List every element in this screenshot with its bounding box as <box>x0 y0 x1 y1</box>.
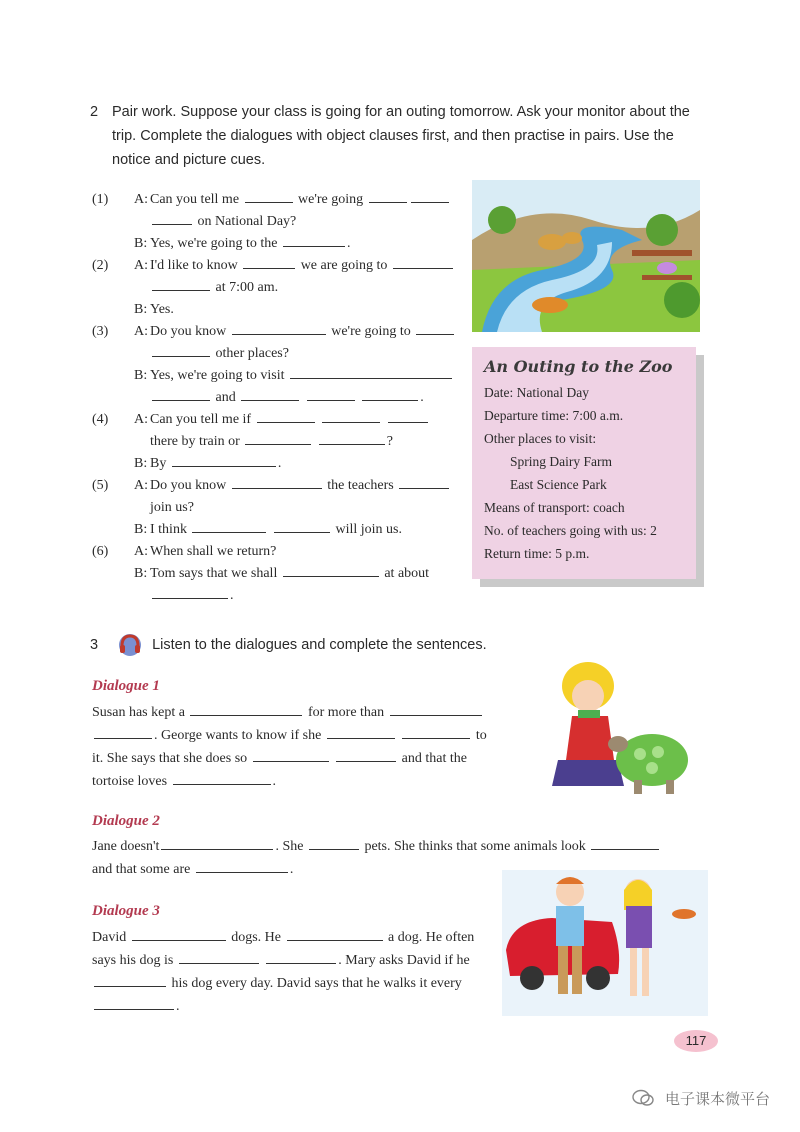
dialogue-text: Yes, we're going to visit <box>150 368 285 383</box>
answer-blank[interactable] <box>161 836 273 850</box>
answer-blank[interactable] <box>393 255 453 269</box>
listening-icon[interactable] <box>116 632 148 658</box>
dialogue-text: will join us. <box>335 522 402 537</box>
notice-place-2: East Science Park <box>510 477 607 492</box>
dialogue-text: Do you know <box>150 324 227 339</box>
answer-blank[interactable] <box>196 859 288 873</box>
answer-blank[interactable] <box>253 748 329 762</box>
paragraph-text: Jane doesn't <box>92 839 160 854</box>
answer-blank[interactable] <box>283 563 379 577</box>
dialogue-4-b <box>92 453 462 475</box>
answer-blank[interactable] <box>362 387 418 401</box>
watermark <box>632 1088 770 1111</box>
answer-blank[interactable] <box>132 927 226 941</box>
answer-blank[interactable] <box>152 585 228 599</box>
answer-blank[interactable] <box>152 211 192 225</box>
dialogue-text: By <box>150 456 167 471</box>
answer-blank[interactable] <box>173 771 271 785</box>
speaker-b: B: <box>134 566 148 581</box>
dialogue-number: (3) <box>92 324 109 339</box>
exercise-2-instructions <box>90 100 720 172</box>
answer-blank[interactable] <box>319 431 385 445</box>
paragraph-text: Susan has kept a <box>92 705 185 720</box>
exercise-3-instructions <box>90 632 487 658</box>
answer-blank[interactable] <box>416 321 454 335</box>
dialogue-text: Yes, we're going to the <box>150 236 278 251</box>
answer-blank[interactable] <box>591 836 659 850</box>
dialogue-2-a <box>92 255 462 277</box>
notice-title: An Outing to the Zoo <box>484 357 673 376</box>
notice-card <box>472 347 696 579</box>
answer-blank[interactable] <box>94 973 166 987</box>
answer-blank[interactable] <box>94 996 174 1010</box>
answer-blank[interactable] <box>369 189 407 203</box>
punctuation: . <box>272 774 277 789</box>
dialogue-number: (1) <box>92 192 109 207</box>
answer-blank[interactable] <box>179 950 259 964</box>
dialogue-text: join us? <box>150 500 194 515</box>
answer-blank[interactable] <box>94 725 152 739</box>
notice-teachers: No. of teachers going with us: 2 <box>484 523 657 538</box>
dialogue-5-b <box>92 519 462 541</box>
dialogue-text: we're going <box>298 192 364 207</box>
dialogue-1-a <box>92 189 462 211</box>
dialogue-text: there by train or <box>150 434 240 449</box>
answer-blank[interactable] <box>241 387 299 401</box>
exercise-number: 3 <box>90 636 99 653</box>
answer-blank[interactable] <box>411 189 449 203</box>
instruction-text: Listen to the dialogues and complete the sentences. <box>152 636 487 653</box>
answer-blank[interactable] <box>322 409 380 423</box>
dialogue-text: and <box>215 390 236 405</box>
dialogue-text: we are going to <box>300 258 388 273</box>
answer-blank[interactable] <box>266 950 336 964</box>
paragraph-text: for more than <box>307 705 385 720</box>
dialogue-number: (5) <box>92 478 109 493</box>
dialogue-text: Do you know <box>150 478 227 493</box>
speaker-a: A: <box>134 544 148 559</box>
dialogue-number: (4) <box>92 412 109 427</box>
answer-blank[interactable] <box>336 748 396 762</box>
dialogue-3-heading: Dialogue 3 <box>92 903 160 919</box>
punctuation: . <box>420 390 424 405</box>
answer-blank[interactable] <box>152 277 210 291</box>
dialogue-text: Can you tell me if <box>150 412 252 427</box>
dialogue-1-b <box>92 233 462 255</box>
dialogue-1-a-cont <box>92 211 462 233</box>
speaker-a: A: <box>134 258 148 273</box>
speaker-b: B: <box>134 236 148 251</box>
instruction-line: Pair work. Suppose your class is going for an outing tomorrow. Ask your monitor about the <box>112 104 690 120</box>
dialogue-text: Yes. <box>150 302 174 317</box>
paragraph-text: pets. She thinks that some animals look <box>364 839 586 854</box>
paragraph-text: dogs. He <box>231 930 281 945</box>
punctuation: . <box>346 236 351 251</box>
answer-blank[interactable] <box>152 343 210 357</box>
punctuation: . <box>176 999 180 1014</box>
answer-blank[interactable] <box>190 702 302 716</box>
paragraph-text: says his dog is <box>92 953 174 968</box>
boy-girl-car-image <box>502 870 708 1016</box>
dialogue-2-b <box>92 299 462 321</box>
dialogue-6-b-cont <box>92 585 462 607</box>
answer-blank[interactable] <box>257 409 315 423</box>
paragraph-text: and that some are <box>92 862 191 877</box>
paragraph-text: . She <box>275 839 304 854</box>
paragraph-text: David <box>92 930 127 945</box>
dialogue-5-a-cont <box>92 497 462 519</box>
dialogue-2-heading: Dialogue 2 <box>92 813 160 829</box>
speaker-b: B: <box>134 368 148 383</box>
instruction-line: notice and picture cues. <box>112 152 266 168</box>
dialogue-text: at 7:00 am. <box>215 280 279 295</box>
answer-blank[interactable] <box>232 475 322 489</box>
speaker-a: A: <box>134 192 148 207</box>
answer-blank[interactable] <box>399 475 449 489</box>
dialogue-2-a-cont <box>92 277 462 299</box>
notice-return: Return time: 5 p.m. <box>484 546 590 561</box>
dialogue-number: (2) <box>92 258 109 273</box>
speaker-a: A: <box>134 412 148 427</box>
answer-blank[interactable] <box>232 321 326 335</box>
answer-blank[interactable] <box>287 927 383 941</box>
answer-blank[interactable] <box>327 725 395 739</box>
paragraph-text: to <box>475 728 487 743</box>
dialogue-text: on National Day? <box>197 214 297 229</box>
dialogue-text: the teachers <box>327 478 394 493</box>
paragraph-text: . George wants to know if she <box>154 728 322 743</box>
dialogue-number: (6) <box>92 544 109 559</box>
answer-blank[interactable] <box>274 519 330 533</box>
speaker-a: A: <box>134 478 148 493</box>
dialogue-list <box>92 189 462 607</box>
boy-girl-car-illustration <box>502 870 708 1016</box>
paragraph-text: a dog. He often <box>388 930 475 945</box>
answer-blank[interactable] <box>172 453 276 467</box>
notice-place-1: Spring Dairy Farm <box>510 454 612 469</box>
speaker-a: A: <box>134 324 148 339</box>
dialogue-1-heading: Dialogue 1 <box>92 678 160 694</box>
paragraph-text: it. She says that she does so <box>92 751 248 766</box>
punctuation: . <box>289 862 294 877</box>
notice-other-places: Other places to visit: <box>484 431 597 446</box>
girl-tortoise-image <box>528 660 710 806</box>
wechat-icon <box>632 1089 654 1111</box>
dialogue-text: When shall we return? <box>150 544 277 559</box>
answer-blank[interactable] <box>290 365 452 379</box>
answer-blank[interactable] <box>245 431 311 445</box>
punctuation: ? <box>386 434 394 449</box>
dialogue-6-b <box>92 563 462 585</box>
answer-blank[interactable] <box>152 387 210 401</box>
instruction-line: trip. Complete the dialogues with object clauses first, and then practise in pairs. Use the <box>112 128 674 144</box>
punctuation: . <box>230 588 234 603</box>
answer-blank[interactable] <box>390 702 482 716</box>
paragraph-text: . Mary asks David if he <box>338 953 470 968</box>
zoo-image <box>472 180 700 332</box>
dialogue-text: Can you tell me <box>150 192 240 207</box>
answer-blank[interactable] <box>283 233 345 247</box>
dialogue-3-b <box>92 365 462 387</box>
dialogue-3-a <box>92 321 462 343</box>
speaker-b: B: <box>134 302 148 317</box>
zoo-illustration <box>472 180 700 332</box>
speaker-b: B: <box>134 456 148 471</box>
paragraph-text: his dog every day. David says that he walks it every <box>171 976 462 991</box>
page-number: 117 <box>674 1030 718 1052</box>
dialogue-5-a <box>92 475 462 497</box>
dialogue-4-a-cont <box>92 431 462 453</box>
dialogue-6-a <box>92 541 462 563</box>
speaker-b: B: <box>134 522 148 537</box>
watermark-text: 电子课本微平台 <box>664 1090 770 1108</box>
dialogue-text: Tom says that we shall <box>150 566 278 581</box>
notice-departure: Departure time: 7:00 a.m. <box>484 408 624 423</box>
dialogue-text: I think <box>150 522 187 537</box>
dialogue-text: we're going to <box>331 324 411 339</box>
dialogue-1-paragraph <box>92 701 522 793</box>
answer-blank[interactable] <box>245 189 293 203</box>
answer-blank[interactable] <box>309 836 359 850</box>
dialogue-3-b-cont <box>92 387 462 409</box>
dialogue-text: I'd like to know <box>150 258 238 273</box>
answer-blank[interactable] <box>402 725 470 739</box>
answer-blank[interactable] <box>307 387 355 401</box>
dialogue-3-a-cont <box>92 343 462 365</box>
notice-transport: Means of transport: coach <box>484 500 625 515</box>
paragraph-text: and that the <box>401 751 467 766</box>
exercise-number: 2 <box>90 104 99 120</box>
answer-blank[interactable] <box>243 255 295 269</box>
notice-date: Date: National Day <box>484 385 589 400</box>
dialogue-text: other places? <box>215 346 289 361</box>
dialogue-4-a <box>92 409 462 431</box>
paragraph-text: tortoise loves <box>92 774 168 789</box>
dialogue-3-paragraph <box>92 926 502 1018</box>
dialogue-text: at about <box>384 566 430 581</box>
answer-blank[interactable] <box>388 409 428 423</box>
answer-blank[interactable] <box>192 519 266 533</box>
punctuation: . <box>277 456 282 471</box>
girl-tortoise-illustration <box>528 660 710 806</box>
